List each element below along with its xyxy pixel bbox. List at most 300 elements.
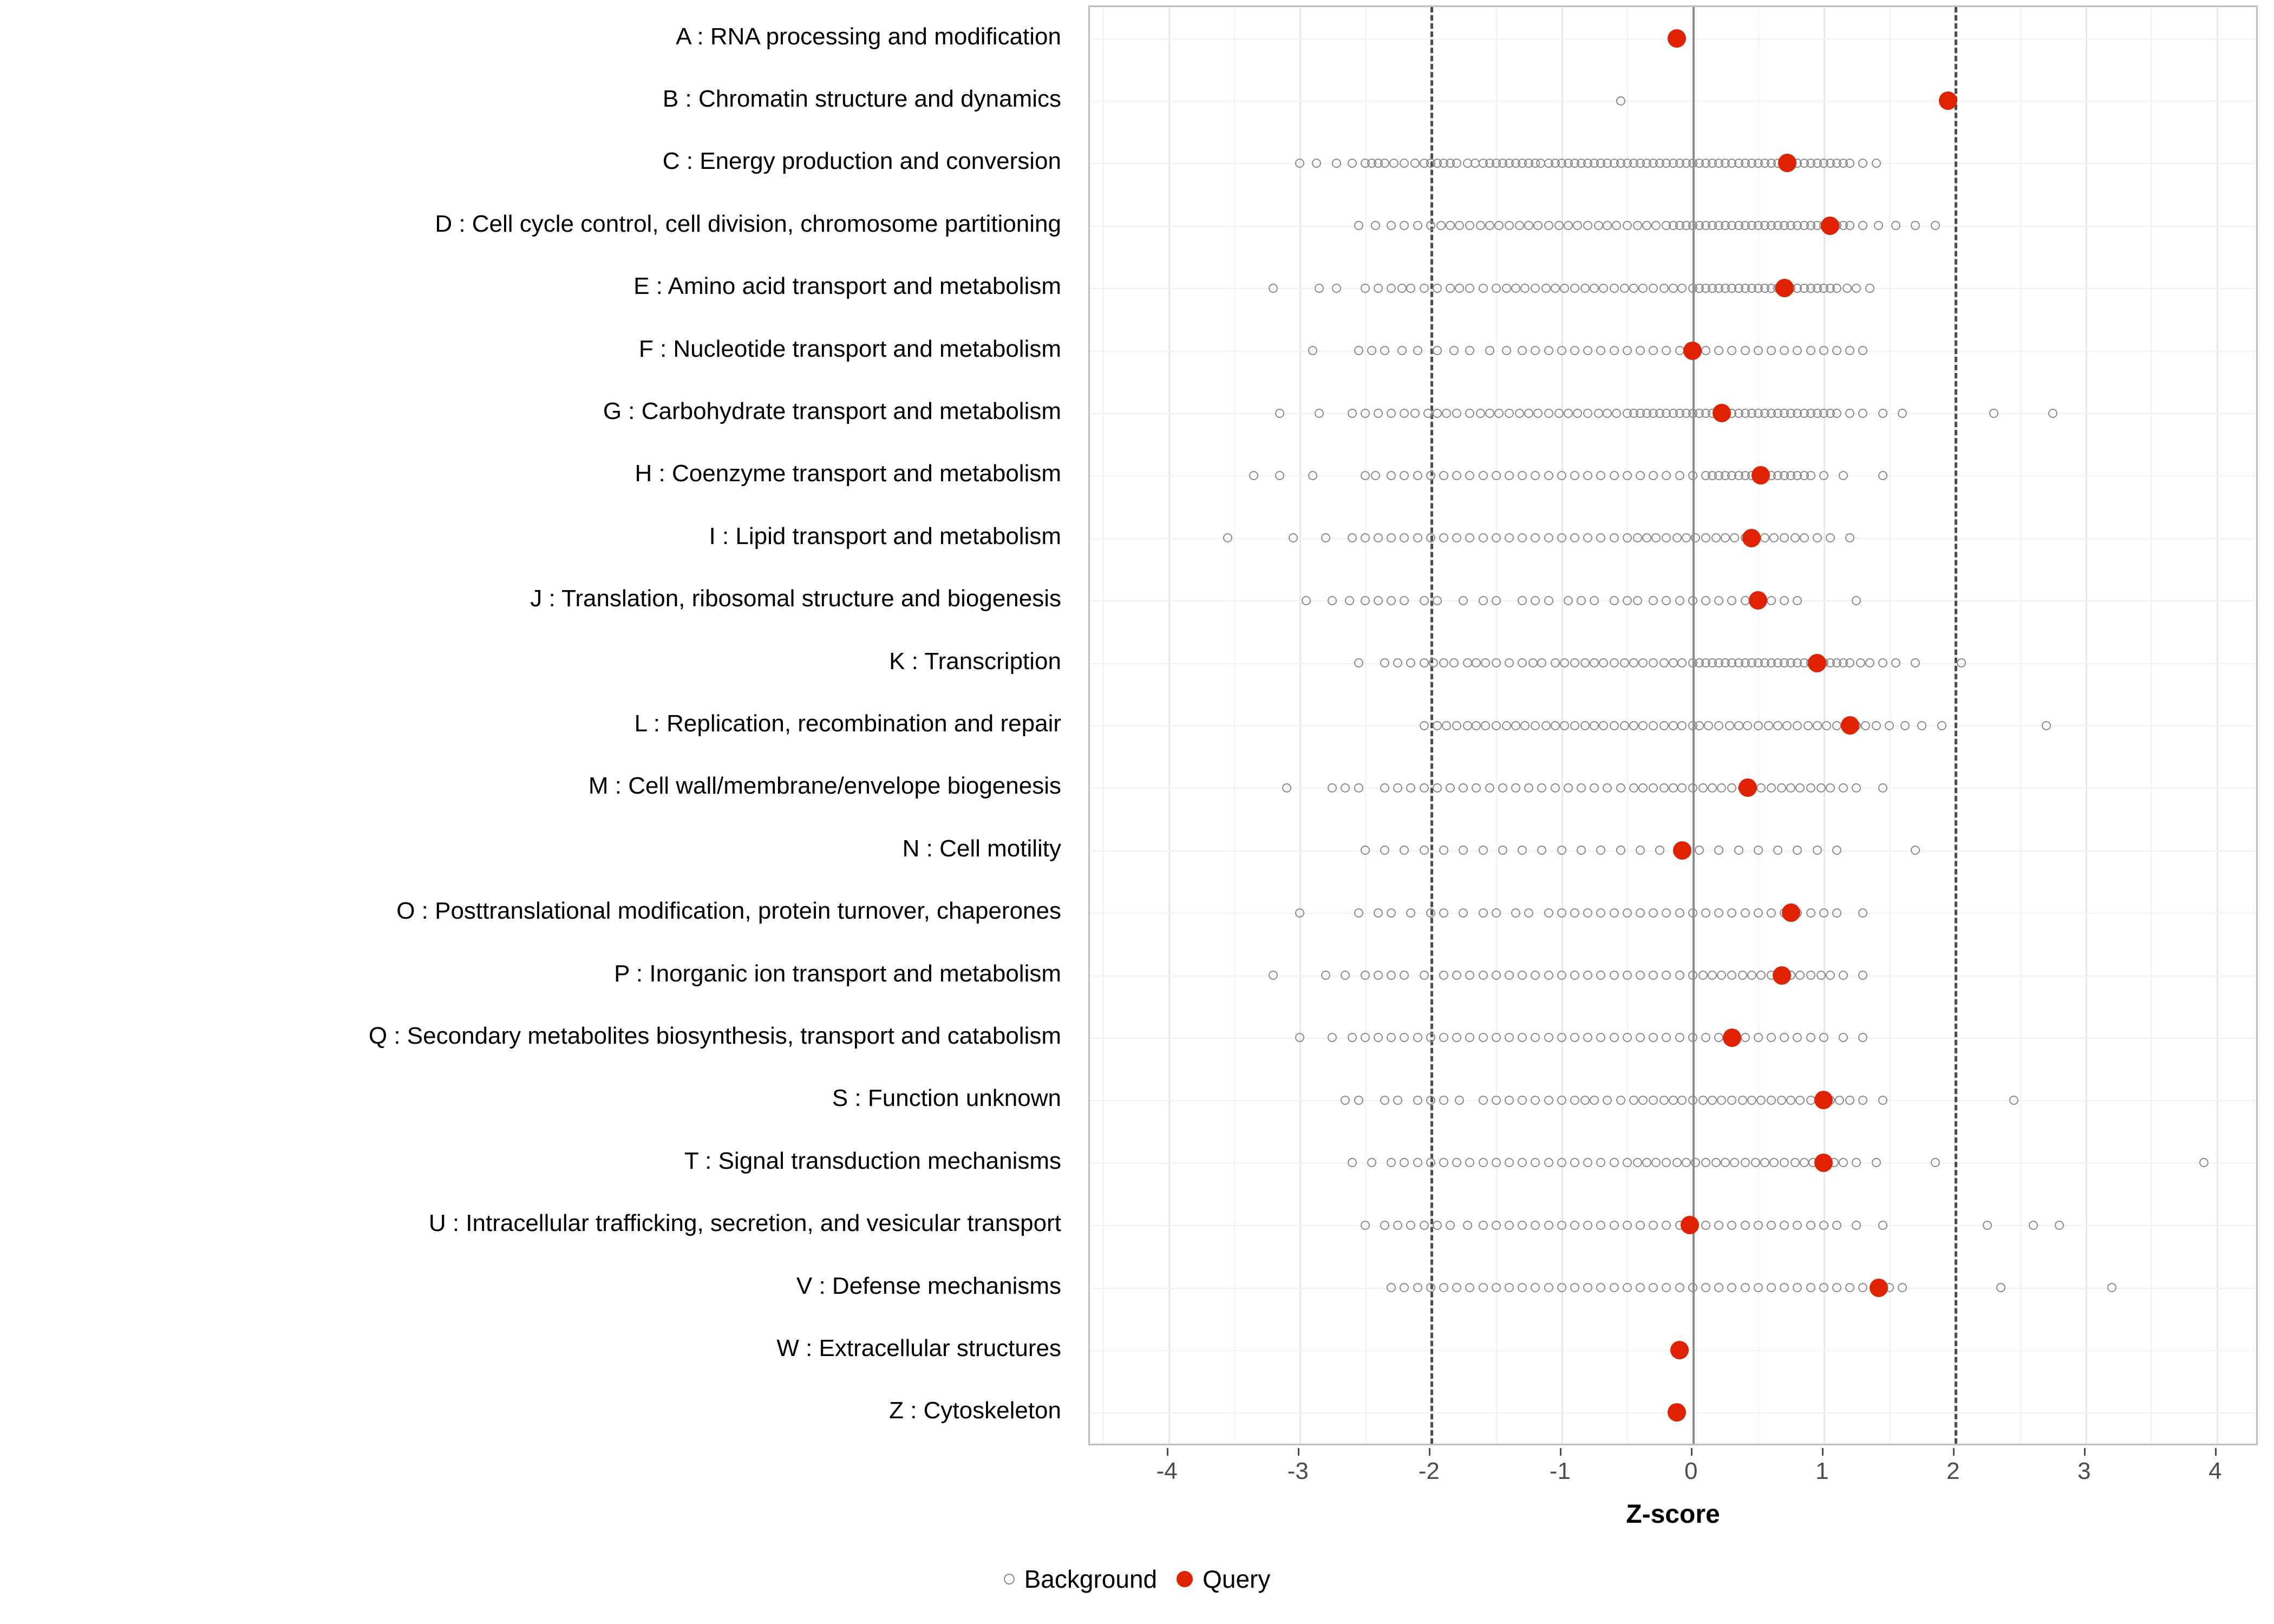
x-tick-label: -4	[1156, 1458, 1178, 1484]
background-point	[1413, 346, 1422, 355]
background-point	[1701, 1221, 1710, 1230]
background-point	[1662, 346, 1671, 355]
background-point	[1596, 908, 1605, 918]
background-point	[1537, 846, 1546, 855]
background-point	[1806, 1221, 1815, 1230]
background-point	[1557, 971, 1566, 980]
background-point	[1380, 159, 1389, 168]
gridline-row	[1090, 1225, 2256, 1226]
background-point	[1845, 159, 1854, 168]
background-point	[1822, 721, 1831, 730]
background-point	[1649, 721, 1658, 730]
background-point	[1590, 721, 1599, 730]
background-point	[1852, 1221, 1861, 1230]
x-tick-label: 3	[2077, 1458, 2091, 1484]
background-point	[1590, 658, 1599, 667]
background-point	[1406, 783, 1415, 793]
background-point	[1520, 284, 1530, 293]
background-point	[1662, 908, 1671, 918]
background-point	[1756, 971, 1766, 980]
x-tick-label: 0	[1684, 1458, 1698, 1484]
background-point	[1747, 971, 1756, 980]
background-point	[2048, 409, 2057, 418]
background-point	[1590, 596, 1599, 605]
background-point	[1701, 1033, 1710, 1042]
background-point	[1413, 1283, 1422, 1292]
background-point	[1518, 1221, 1527, 1230]
background-point	[1321, 533, 1330, 542]
category-label-s: S : Function unknown	[832, 1085, 1061, 1112]
background-point	[1819, 471, 1828, 480]
background-point	[1502, 346, 1511, 355]
background-point	[1492, 471, 1501, 480]
background-point	[1570, 1033, 1579, 1042]
background-point	[1845, 658, 1854, 667]
background-point	[1361, 596, 1370, 605]
background-point	[1348, 409, 1357, 418]
x-axis-label: Z-score	[1626, 1500, 1720, 1529]
background-point	[1328, 783, 1337, 793]
background-point	[1348, 159, 1357, 168]
background-point	[1400, 596, 1409, 605]
background-point	[1620, 658, 1629, 667]
background-point	[1623, 1158, 1632, 1167]
query-point	[1773, 966, 1791, 985]
query-point	[1821, 217, 1839, 235]
background-point	[1518, 346, 1527, 355]
background-point	[1777, 1096, 1786, 1105]
background-point	[1420, 1221, 1429, 1230]
background-point	[1387, 971, 1396, 980]
reference-line-dashed	[1955, 7, 1957, 1444]
x-tick-label: 2	[1946, 1458, 1960, 1484]
background-point	[1472, 783, 1481, 793]
background-point	[1465, 1033, 1474, 1042]
background-point	[1845, 533, 1854, 542]
background-point	[1688, 1283, 1697, 1292]
background-point	[1367, 346, 1376, 355]
background-point	[1387, 409, 1396, 418]
background-point	[1701, 596, 1710, 605]
background-point	[1465, 471, 1474, 480]
background-point	[1662, 971, 1671, 980]
background-point	[1423, 409, 1433, 418]
background-point	[1426, 471, 1435, 480]
background-point	[1793, 1221, 1802, 1230]
background-point	[1446, 221, 1455, 230]
background-point	[1583, 346, 1592, 355]
background-point	[1691, 533, 1700, 542]
background-point	[1754, 846, 1763, 855]
background-point	[1638, 1096, 1648, 1105]
category-label-l: L : Replication, recombination and repair	[634, 710, 1061, 737]
background-point	[1858, 221, 1867, 230]
query-point	[1870, 1279, 1888, 1297]
category-label-q: Q : Secondary metabolites biosynthesis, transport and catabolism	[368, 1022, 1061, 1049]
background-point	[1754, 346, 1763, 355]
background-point	[1400, 1033, 1409, 1042]
background-point	[1655, 846, 1664, 855]
background-point	[1439, 1096, 1448, 1105]
background-point	[1494, 221, 1504, 230]
background-point	[1767, 1033, 1776, 1042]
background-point	[1505, 1033, 1514, 1042]
background-point	[1518, 1033, 1527, 1042]
x-tick-mark	[1560, 1448, 1561, 1456]
background-point	[1754, 908, 1763, 918]
background-point	[1544, 533, 1553, 542]
background-point	[1583, 1283, 1592, 1292]
background-point	[1387, 1158, 1396, 1167]
background-point	[1328, 1033, 1337, 1042]
background-point	[1511, 721, 1520, 730]
background-point	[1442, 409, 1451, 418]
x-tick-label: -1	[1549, 1458, 1571, 1484]
background-point	[1380, 658, 1389, 667]
background-point	[1580, 721, 1590, 730]
background-point	[1345, 596, 1354, 605]
background-point	[1446, 783, 1455, 793]
background-point	[1649, 346, 1658, 355]
background-point	[1714, 346, 1723, 355]
background-point	[1649, 658, 1658, 667]
background-point	[1502, 721, 1511, 730]
background-point	[1459, 846, 1468, 855]
background-point	[1714, 1283, 1723, 1292]
background-point	[1816, 783, 1826, 793]
background-point	[1515, 409, 1524, 418]
background-point	[1786, 1096, 1795, 1105]
background-point	[1672, 1158, 1682, 1167]
background-point	[1669, 1096, 1678, 1105]
background-point	[1594, 221, 1603, 230]
background-point	[1845, 409, 1854, 418]
background-point	[1651, 533, 1661, 542]
background-point	[1361, 284, 1370, 293]
query-point	[1778, 154, 1796, 172]
background-point	[1269, 971, 1278, 980]
background-point	[1832, 908, 1841, 918]
background-point	[1623, 1033, 1632, 1042]
background-point	[1439, 471, 1448, 480]
background-point	[1354, 221, 1363, 230]
x-tick-mark	[1953, 1448, 1955, 1456]
background-point	[1623, 533, 1632, 542]
background-point	[1452, 721, 1461, 730]
background-point	[1544, 1283, 1553, 1292]
background-point	[1387, 1033, 1396, 1042]
background-point	[1599, 658, 1608, 667]
background-point	[1455, 284, 1464, 293]
background-point	[1594, 409, 1603, 418]
background-point	[1662, 1033, 1671, 1042]
background-point	[1465, 284, 1474, 293]
background-point	[1701, 1283, 1710, 1292]
background-point	[1819, 346, 1828, 355]
background-point	[1518, 596, 1527, 605]
background-point	[1544, 1158, 1553, 1167]
background-point	[1839, 783, 1848, 793]
background-point	[1872, 1158, 1881, 1167]
background-point	[1688, 471, 1697, 480]
background-point	[1636, 1221, 1645, 1230]
background-point	[1389, 159, 1399, 168]
background-point	[1492, 1221, 1501, 1230]
background-point	[1420, 846, 1429, 855]
gridline-row	[1090, 600, 2256, 601]
background-point	[1649, 1283, 1658, 1292]
background-point	[1675, 1033, 1684, 1042]
background-point	[1767, 908, 1776, 918]
background-point	[1596, 471, 1605, 480]
background-point	[1426, 533, 1435, 542]
background-point	[1649, 284, 1658, 293]
background-point	[1557, 908, 1566, 918]
background-point	[1472, 658, 1481, 667]
category-label-i: I : Lipid transport and metabolism	[709, 522, 1061, 549]
background-point	[1734, 846, 1743, 855]
background-point	[1476, 221, 1485, 230]
background-point	[1361, 971, 1370, 980]
background-point	[1557, 1033, 1566, 1042]
background-point	[1580, 1096, 1590, 1105]
background-point	[1380, 1221, 1389, 1230]
background-point	[1780, 596, 1789, 605]
background-point	[1452, 409, 1461, 418]
background-point	[1393, 783, 1402, 793]
background-point	[1596, 971, 1605, 980]
background-point	[1852, 1158, 1861, 1167]
background-point	[1865, 284, 1874, 293]
background-point	[1533, 409, 1543, 418]
background-point	[1633, 596, 1642, 605]
background-point	[1839, 471, 1848, 480]
query-point	[1670, 1341, 1689, 1359]
background-point	[1439, 1033, 1448, 1042]
background-point	[1911, 846, 1920, 855]
background-point	[1505, 1158, 1514, 1167]
background-point	[1767, 346, 1776, 355]
background-point	[1557, 1096, 1566, 1105]
background-point	[1436, 221, 1446, 230]
background-point	[1544, 1221, 1553, 1230]
background-point	[1420, 658, 1429, 667]
background-point	[1564, 409, 1573, 418]
background-point	[1701, 908, 1710, 918]
background-point	[1691, 1158, 1700, 1167]
background-point	[1518, 1096, 1527, 1105]
background-point	[1531, 1158, 1540, 1167]
gridline-row	[1090, 475, 2256, 476]
background-point	[1701, 346, 1710, 355]
background-point	[1858, 346, 1867, 355]
x-tick-mark	[1691, 1448, 1693, 1456]
background-point	[1410, 409, 1420, 418]
background-point	[1498, 783, 1507, 793]
background-point	[1505, 1096, 1514, 1105]
background-point	[1481, 658, 1490, 667]
background-point	[1741, 1283, 1750, 1292]
background-point	[1767, 1096, 1776, 1105]
background-point	[1623, 1221, 1632, 1230]
background-point	[1387, 908, 1396, 918]
background-point	[1570, 908, 1579, 918]
background-point	[1524, 409, 1533, 418]
background-point	[1629, 721, 1638, 730]
background-point	[1633, 533, 1642, 542]
background-point	[1479, 1158, 1488, 1167]
background-point	[1835, 1096, 1844, 1105]
background-point	[1603, 1096, 1612, 1105]
background-point	[1620, 284, 1629, 293]
background-point	[1439, 658, 1448, 667]
query-point	[1723, 1029, 1741, 1047]
background-point	[1874, 221, 1883, 230]
background-point	[1636, 1283, 1645, 1292]
gridline-row	[1090, 101, 2256, 102]
background-point	[1479, 971, 1488, 980]
background-point	[1315, 409, 1324, 418]
background-point	[1531, 1221, 1540, 1230]
background-point	[1629, 658, 1638, 667]
background-point	[1819, 1033, 1828, 1042]
background-point	[1465, 1158, 1474, 1167]
background-point	[1439, 533, 1448, 542]
background-point	[1551, 284, 1560, 293]
background-point	[1590, 783, 1599, 793]
background-point	[1302, 596, 1311, 605]
background-point	[1651, 221, 1661, 230]
background-point	[1492, 1096, 1501, 1105]
background-point	[1502, 284, 1511, 293]
background-point	[1714, 846, 1723, 855]
background-point	[1492, 971, 1501, 980]
background-point	[1341, 971, 1350, 980]
background-point	[1832, 1221, 1841, 1230]
background-point	[1649, 908, 1658, 918]
background-point	[1492, 908, 1501, 918]
background-point	[1393, 1221, 1402, 1230]
background-point	[1780, 346, 1789, 355]
background-point	[1485, 221, 1494, 230]
background-point	[1492, 284, 1501, 293]
background-point	[1511, 783, 1520, 793]
background-point	[1481, 721, 1490, 730]
query-point	[1742, 529, 1761, 547]
background-point	[1544, 346, 1553, 355]
background-point	[1452, 159, 1461, 168]
background-point	[1931, 221, 1940, 230]
background-point	[1570, 284, 1579, 293]
query-point	[1808, 654, 1826, 672]
background-point	[1688, 1096, 1697, 1105]
background-point	[1321, 971, 1330, 980]
background-point	[1577, 596, 1586, 605]
background-point	[1570, 971, 1579, 980]
background-point	[1426, 908, 1435, 918]
background-point	[1387, 471, 1396, 480]
background-point	[1795, 971, 1805, 980]
background-point	[1714, 1033, 1723, 1042]
background-point	[1544, 971, 1553, 980]
background-point	[1806, 971, 1815, 980]
background-point	[1610, 1221, 1619, 1230]
background-point	[1813, 846, 1822, 855]
background-point	[1465, 1283, 1474, 1292]
background-point	[1442, 721, 1451, 730]
background-point	[1659, 284, 1669, 293]
background-point	[1800, 1158, 1809, 1167]
background-point	[1560, 284, 1569, 293]
category-label-z: Z : Cytoskeleton	[889, 1397, 1061, 1424]
query-point	[1749, 591, 1767, 610]
x-axis	[1088, 1448, 2258, 1497]
background-point	[1583, 1221, 1592, 1230]
background-point	[1367, 1158, 1376, 1167]
background-point	[1629, 783, 1638, 793]
background-point	[1816, 971, 1826, 980]
background-point	[1599, 721, 1608, 730]
category-label-column	[0, 0, 1077, 1462]
background-point	[1544, 1033, 1553, 1042]
background-point	[1433, 1221, 1442, 1230]
background-point	[1793, 846, 1802, 855]
background-point	[1374, 1033, 1383, 1042]
background-point	[1832, 721, 1841, 730]
background-point	[1610, 1033, 1619, 1042]
background-point	[1570, 1221, 1579, 1230]
background-point	[1819, 908, 1828, 918]
background-point	[1623, 1283, 1632, 1292]
background-point	[1505, 1283, 1514, 1292]
background-point	[1492, 1283, 1501, 1292]
background-point	[1610, 471, 1619, 480]
background-point	[1845, 346, 1854, 355]
background-point	[1872, 721, 1881, 730]
background-point	[1570, 1158, 1579, 1167]
background-point	[1537, 658, 1546, 667]
background-point	[1649, 1096, 1658, 1105]
background-point	[1721, 1158, 1730, 1167]
background-point	[1891, 658, 1900, 667]
background-point	[1786, 783, 1795, 793]
background-point	[1354, 658, 1363, 667]
background-point	[1917, 721, 1926, 730]
background-point	[1620, 721, 1629, 730]
category-label-t: T : Signal transduction mechanisms	[684, 1147, 1061, 1174]
background-point	[1374, 596, 1383, 605]
background-point	[1900, 721, 1910, 730]
category-label-u: U : Intracellular trafficking, secretion, and vesicular transport	[428, 1210, 1061, 1237]
background-point	[1573, 221, 1582, 230]
background-point	[1518, 971, 1527, 980]
background-point	[1439, 1158, 1448, 1167]
background-point	[1885, 721, 1894, 730]
background-point	[1898, 1283, 1907, 1292]
background-point	[1348, 1158, 1357, 1167]
background-point	[1312, 159, 1321, 168]
background-point	[1374, 533, 1383, 542]
background-point	[1557, 1283, 1566, 1292]
background-point	[1361, 1221, 1370, 1230]
background-point	[1505, 409, 1514, 418]
background-point	[1769, 1158, 1779, 1167]
background-point	[1826, 783, 1835, 793]
background-point	[1610, 284, 1619, 293]
x-tick-label: -3	[1287, 1458, 1309, 1484]
gridline-row	[1090, 351, 2256, 352]
background-point	[1858, 1096, 1867, 1105]
